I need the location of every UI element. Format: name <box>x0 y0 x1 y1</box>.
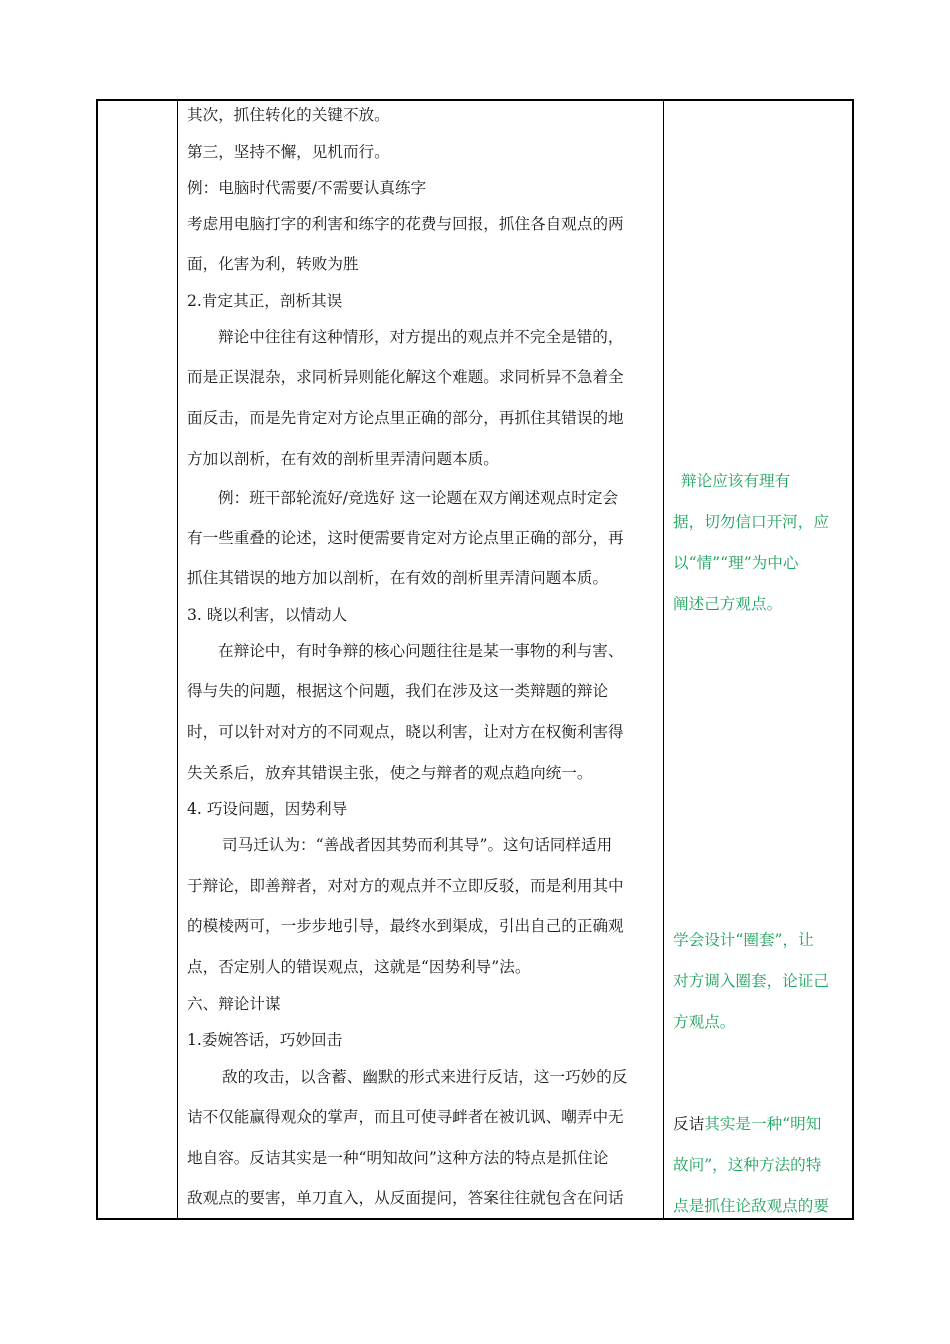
side-note-line: 方观点。 <box>673 1013 736 1031</box>
text-line: 抓住其错误的地方加以剖析，在有效的剖析里弄清问题本质。 <box>187 569 609 587</box>
side-note-line: 点是抓住论敌观点的要 <box>673 1197 829 1215</box>
side-note-line: 辩论应该有理有 <box>681 472 791 490</box>
section-heading: 3. 晓以利害，以情动人 <box>187 606 348 624</box>
side-note-prefix: 反诘 <box>673 1115 705 1133</box>
text-line: 于辩论，即善辩者，对对方的观点并不立即反驳，而是利用其中 <box>187 877 624 895</box>
text-line: 司马迁认为：“善战者因其势而利其导”。这句话同样适用 <box>222 836 613 854</box>
column-divider-left <box>177 101 178 1218</box>
side-note-line: 以“情”“理”为中心 <box>673 554 799 572</box>
text-line: 而是正误混杂，求同析异则能化解这个难题。求同析异不急着全 <box>187 368 624 386</box>
text-line: 敌观点的要害，单刀直入，从反面提问，答案往往就包含在问话 <box>187 1189 624 1207</box>
text-line: 其次，抓住转化的关键不放。 <box>187 106 390 124</box>
section-heading: 4. 巧设问题，因势利导 <box>187 800 348 818</box>
side-note-line: 故问”，这种方法的特 <box>673 1156 822 1174</box>
side-note-line: 阐述己方观点。 <box>673 595 783 613</box>
text-line: 点，否定别人的错误观点，这就是“因势利导”法。 <box>187 958 531 976</box>
section-heading: 1.委婉答话，巧妙回击 <box>187 1031 343 1049</box>
text-line: 例：电脑时代需要/不需要认真练字 <box>187 179 427 197</box>
text-line: 辩论中往往有这种情形，对方提出的观点并不完全是错的， <box>218 328 624 346</box>
text-line: 面，化害为利，转败为胜 <box>187 255 359 273</box>
section-heading: 六、辩论计谋 <box>187 995 281 1013</box>
text-line: 方加以剖析，在有效的剖析里弄清问题本质。 <box>187 450 499 468</box>
text-line: 失关系后，放弃其错误主张，使之与辩者的观点趋向统一。 <box>187 764 593 782</box>
text-line: 得与失的问题，根据这个问题，我们在涉及这一类辩题的辩论 <box>187 682 609 700</box>
text-line: 面反击，而是先肯定对方论点里正确的部分，再抓住其错误的地 <box>187 409 624 427</box>
column-divider-right <box>663 101 664 1218</box>
text-line: 有一些重叠的论述，这时便需要肯定对方论点里正确的部分，再 <box>187 529 624 547</box>
text-line: 考虑用电脑打字的利害和练字的花费与回报，抓住各自观点的两 <box>187 215 624 233</box>
side-note-line: 学会设计“圈套”，让 <box>673 931 814 949</box>
lesson-table <box>96 99 854 1220</box>
side-note-line: 据，切勿信口开河，应 <box>673 513 829 531</box>
text-line: 地自容。反诘其实是一种“明知故问”这种方法的特点是抓住论 <box>187 1149 609 1167</box>
side-note-line: 对方调入圈套，论证己 <box>673 972 829 990</box>
text-line: 的模棱两可，一步步地引导，最终水到渠成，引出自己的正确观 <box>187 917 624 935</box>
text-line: 诘不仅能赢得观众的掌声，而且可使寻衅者在被讥讽、嘲弄中无 <box>187 1108 624 1126</box>
text-line: 例：班干部轮流好/竞选好 这一论题在双方阐述观点时定会 <box>218 489 619 507</box>
side-note-line <box>673 1114 821 1134</box>
side-note-text: 其实是一种“明知 <box>704 1115 822 1133</box>
section-heading: 2.肯定其正，剖析其误 <box>187 292 343 310</box>
text-line: 在辩论中，有时争辩的核心问题往往是某一事物的利与害、 <box>218 642 624 660</box>
text-line: 第三，坚持不懈，见机而行。 <box>187 143 390 161</box>
text-line: 敌的攻击，以含蓄、幽默的形式来进行反诘，这一巧妙的反 <box>222 1068 628 1086</box>
text-line: 时，可以针对对方的不同观点，晓以利害，让对方在权衡利害得 <box>187 723 624 741</box>
